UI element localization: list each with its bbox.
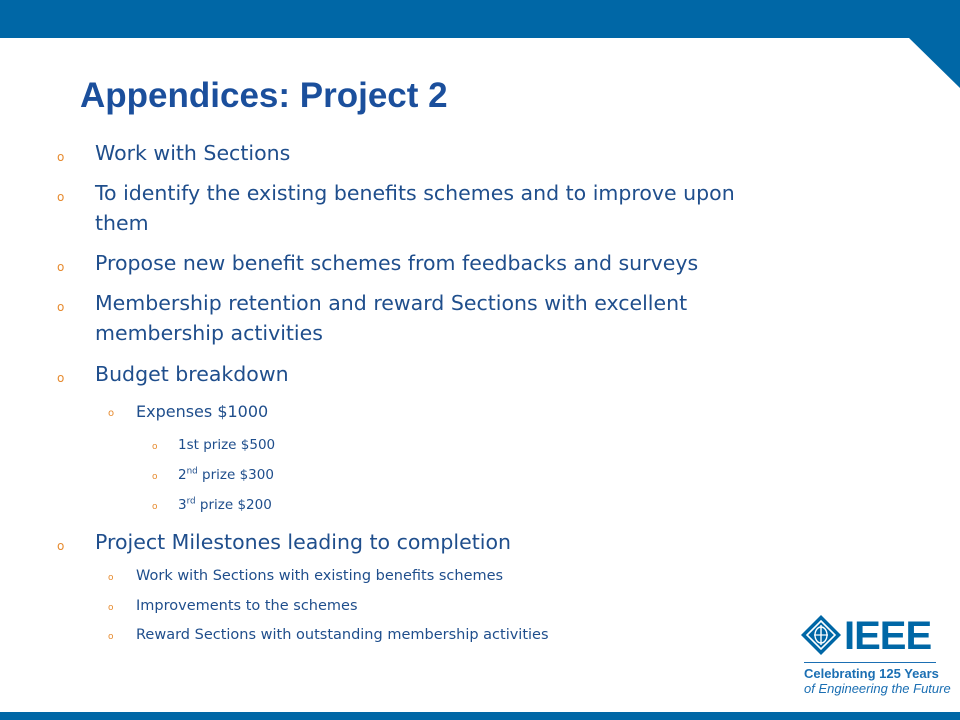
- bullet-marker: o: [152, 502, 158, 512]
- bullet-text: [95, 288, 687, 348]
- bullet-text-line2: them: [95, 211, 149, 235]
- bullet-text: Propose new benefit schemes from feedbacks and surveys: [95, 251, 699, 275]
- prize-amount: prize $300: [197, 467, 274, 483]
- prize-number: 3: [178, 497, 187, 513]
- bullet-text: Work with Sections with existing benefits schemes: [136, 568, 504, 584]
- bullet-identify-schemes: [57, 178, 867, 238]
- bullet-second-prize: [152, 465, 652, 486]
- bullet-marker: o: [108, 603, 114, 613]
- bullet-propose-schemes: [57, 248, 867, 279]
- bullet-text-line1: To identify the existing benefits schemes and to improve upon: [95, 181, 735, 205]
- bullet-text: Improvements to the schemes: [136, 598, 358, 614]
- ieee-wordmark: IEEE: [844, 614, 932, 658]
- bullet-text: [95, 178, 735, 238]
- bullet-text: 1st prize $500: [178, 437, 276, 453]
- bullet-marker: o: [57, 190, 65, 204]
- bullet-work-with-sections: [57, 138, 867, 169]
- ieee-diamond-icon: [800, 614, 842, 656]
- bullet-membership-retention: [57, 288, 867, 348]
- bullet-budget-breakdown: [57, 359, 867, 390]
- header-bar: [0, 0, 960, 38]
- bullet-marker: o: [152, 472, 158, 482]
- bullet-text: [178, 495, 272, 515]
- bullet-text: Budget breakdown: [95, 362, 289, 386]
- bullet-milestone-reward-sections: [108, 625, 808, 646]
- bullet-expenses: [108, 400, 808, 424]
- bullet-text: Reward Sections with outstanding membership activities: [136, 627, 549, 643]
- slide-title: Appendices: Project 2: [80, 76, 448, 115]
- bullet-marker: o: [57, 300, 65, 314]
- bullet-milestone-existing-schemes: [108, 566, 808, 587]
- header-corner-slant: [908, 37, 960, 88]
- bullet-marker: o: [57, 371, 65, 385]
- bullet-marker: o: [108, 573, 114, 583]
- bullet-marker: o: [57, 260, 65, 274]
- bullet-text: Work with Sections: [95, 141, 291, 165]
- bullet-marker: o: [108, 408, 115, 419]
- logo-divider: [804, 662, 936, 663]
- prize-number: 2: [178, 467, 187, 483]
- ordinal-suffix: nd: [186, 466, 198, 477]
- bullet-text: [178, 465, 274, 485]
- bullet-project-milestones: [57, 527, 867, 558]
- bullet-text-line1: Membership retention and reward Sections with excellent: [95, 291, 688, 315]
- bullet-marker: o: [108, 632, 114, 642]
- bullet-milestone-improvements: [108, 596, 808, 617]
- bullet-first-prize: [152, 435, 652, 456]
- bullet-marker: o: [57, 539, 65, 553]
- bullet-text: Project Milestones leading to completion: [95, 530, 511, 554]
- ieee-logo: [800, 612, 951, 698]
- prize-amount: prize $200: [195, 497, 272, 513]
- bullet-text-line2: membership activities: [95, 321, 323, 345]
- bullet-third-prize: [152, 495, 652, 516]
- logo-tagline-future: of Engineering the Future: [804, 681, 951, 696]
- ordinal-suffix: rd: [186, 496, 196, 507]
- bullet-marker: o: [152, 442, 158, 452]
- bullet-marker: o: [57, 150, 65, 164]
- logo-tagline-anniversary: Celebrating 125 Years: [804, 666, 939, 681]
- footer-bar: [0, 712, 960, 720]
- bullet-text: Expenses $1000: [136, 402, 269, 421]
